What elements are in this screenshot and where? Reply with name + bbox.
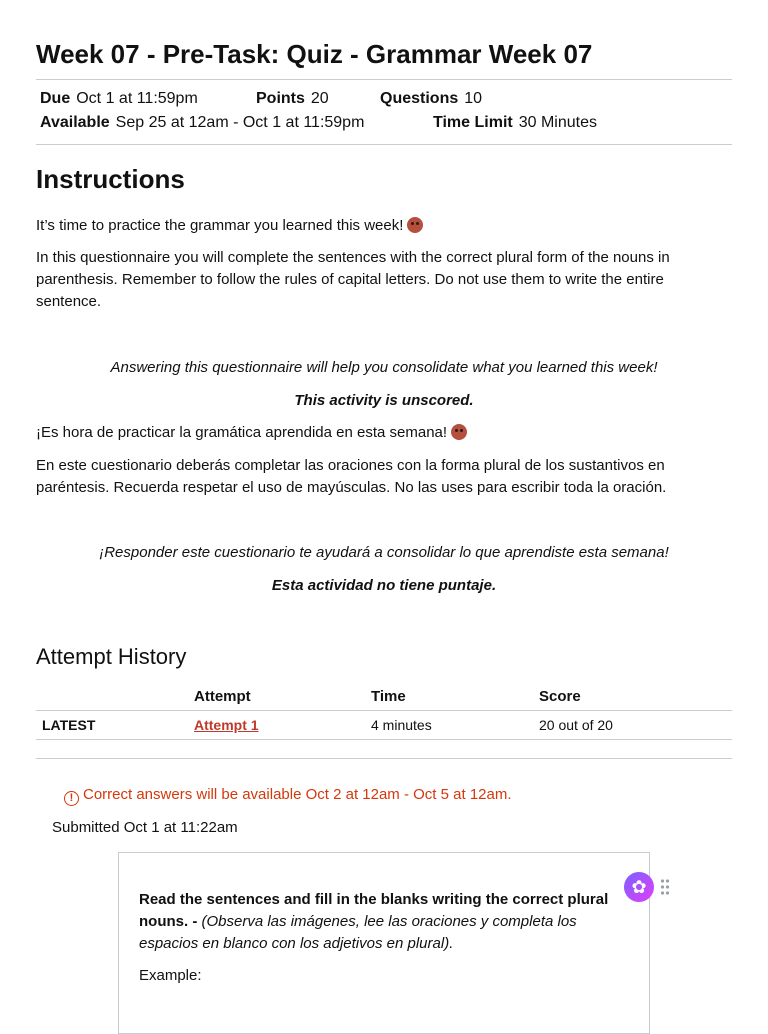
attempt-cell bbox=[188, 711, 365, 740]
question-bold-text: Read the sentences and fill in the blanks writing the correct plural nouns. - bbox=[139, 891, 609, 930]
time-limit-value: 30 Minutes bbox=[518, 114, 597, 131]
questions-value: 10 bbox=[464, 90, 483, 107]
time-limit-info bbox=[433, 114, 597, 132]
available-label: Available bbox=[40, 114, 110, 131]
due-value: Oct 1 at 11:59pm bbox=[76, 90, 198, 107]
correct-answers-notice bbox=[64, 786, 512, 806]
attempt-history-heading: Attempt History bbox=[36, 644, 187, 669]
available-value: Sep 25 at 12am - Oct 1 at 11:59pm bbox=[115, 114, 365, 131]
questions-info bbox=[380, 90, 482, 108]
question-box bbox=[118, 852, 650, 1034]
column-header: Attempt bbox=[188, 682, 365, 711]
divider bbox=[36, 144, 732, 145]
due-info bbox=[40, 90, 198, 108]
instructions-p5 bbox=[36, 422, 732, 444]
points-value: 20 bbox=[310, 90, 329, 107]
table-row bbox=[36, 711, 732, 740]
notice-text: Correct answers will be available Oct 2 at 12am - Oct 5 at 12am. bbox=[83, 786, 512, 803]
points-info bbox=[256, 90, 329, 108]
instructions-p2: In this questionnaire you will complete the sentences with the correct plural form of the nouns in parenthesis. Remember to follow the rules of capital letters. Do not use them to write the entire sentence. bbox=[36, 249, 670, 310]
time-cell: 4 minutes bbox=[365, 711, 533, 740]
drag-handle-icon[interactable] bbox=[660, 878, 670, 896]
attempt-1-link[interactable]: Attempt 1 bbox=[194, 717, 259, 733]
attempt-history-table bbox=[36, 682, 732, 740]
monkey-face-icon bbox=[451, 424, 467, 440]
quiz-meta bbox=[36, 80, 732, 144]
time-limit-label: Time Limit bbox=[433, 114, 513, 131]
question-italic-text: (Observa las imágenes, lee las oraciones y completa los espacios en blanco con los adjetivos en plural). bbox=[139, 913, 577, 952]
latest-label: LATEST bbox=[36, 711, 188, 740]
score-cell: 20 out of 20 bbox=[533, 711, 732, 740]
submitted-time: Submitted Oct 1 at 11:22am bbox=[52, 819, 238, 836]
question-text bbox=[139, 889, 639, 955]
instructions-p6: En este cuestionario deberás completar las oraciones con la forma plural de los sustantivos en paréntesis. Recuerda respetar el uso de mayúsculas. No las uses para escribir toda la oración. bbox=[36, 457, 667, 496]
column-header bbox=[36, 682, 188, 711]
instructions-p5-text: ¡Es hora de practicar la gramática aprendida en esta semana! bbox=[36, 424, 448, 441]
assistant-icon[interactable]: ✿ bbox=[624, 872, 654, 902]
example-label: Example: bbox=[139, 967, 202, 984]
divider bbox=[36, 758, 732, 759]
points-label: Points bbox=[256, 90, 305, 107]
instructions-p1-text: It’s time to practice the grammar you learned this week! bbox=[36, 217, 404, 234]
available-info bbox=[40, 114, 364, 132]
column-header: Score bbox=[533, 682, 732, 711]
instructions-p8: Esta actividad no tiene puntaje. bbox=[271, 577, 497, 594]
instructions-heading: Instructions bbox=[36, 164, 185, 194]
instructions-p3: Answering this questionnaire will help you consolidate what you learned this week! bbox=[110, 359, 658, 376]
questions-label: Questions bbox=[380, 90, 459, 107]
instructions-p7: ¡Responder este cuestionario te ayudará a consolidar lo que aprendiste esta semana! bbox=[99, 544, 669, 561]
alert-circle-icon: ! bbox=[64, 791, 79, 806]
instructions-p4: This activity is unscored. bbox=[294, 392, 474, 409]
column-header: Time bbox=[365, 682, 533, 711]
monkey-face-icon bbox=[407, 217, 423, 233]
page-title: Week 07 - Pre-Task: Quiz - Grammar Week 07 bbox=[36, 39, 593, 69]
instructions-p1 bbox=[36, 215, 732, 237]
table-header-row bbox=[36, 682, 732, 711]
due-label: Due bbox=[40, 90, 71, 107]
